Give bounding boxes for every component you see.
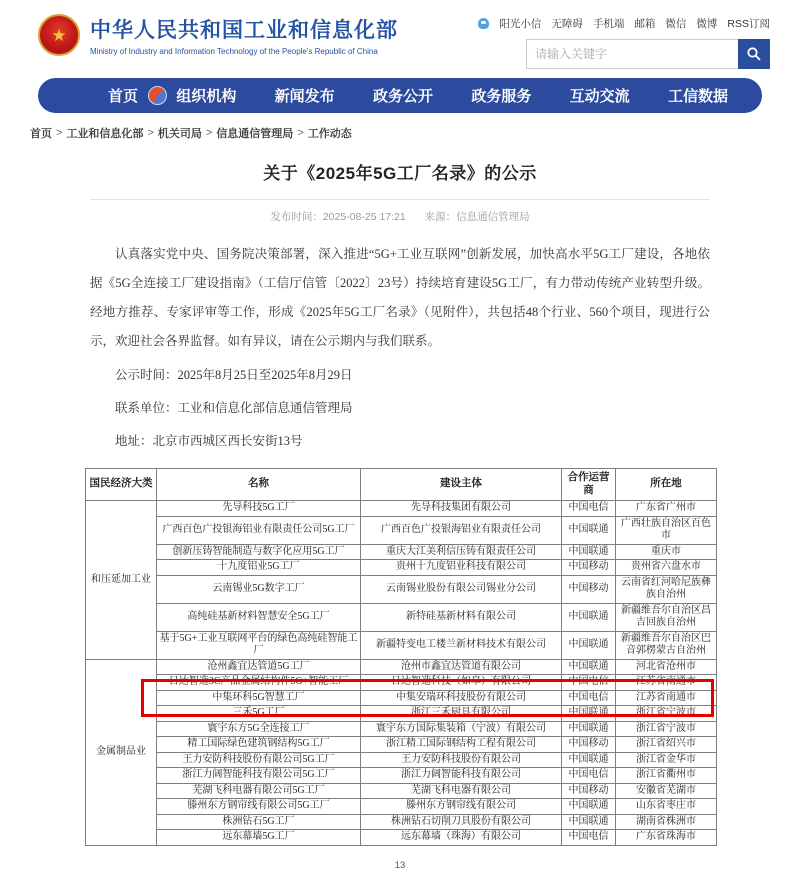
operator-cell: 中国移动 bbox=[562, 783, 616, 799]
factory-name-cell: 沧州鑫宜达管道5G工厂 bbox=[157, 659, 361, 675]
table-row bbox=[86, 603, 717, 631]
search-icon bbox=[746, 46, 762, 62]
operator-cell: 中国联通 bbox=[562, 516, 616, 544]
factory-name-cell: 十九度铝业5G工厂 bbox=[157, 560, 361, 576]
factory-name-cell: 寰宇东方5G全连接工厂 bbox=[157, 721, 361, 737]
column-header-国民经济大类: 国民经济大类 bbox=[86, 469, 157, 501]
breadcrumb-separator: > bbox=[56, 127, 63, 139]
factory-name-cell: 先导科技5G工厂 bbox=[157, 501, 361, 517]
article-source: 来源：信息通信管理局 bbox=[424, 211, 530, 223]
publish-time: 发布时间：2025-08-25 17:21 bbox=[270, 211, 406, 223]
contact-address: 地址：北京市西城区西长安街13号 bbox=[115, 434, 303, 448]
builder-cell: 芜湖飞科电器有限公司 bbox=[361, 783, 562, 799]
factory-name-cell: 基于5G+工业互联网平台的绿色高纯硅智能工厂 bbox=[157, 631, 361, 659]
table-row bbox=[86, 516, 717, 544]
miit-logo-icon[interactable] bbox=[148, 86, 167, 105]
factory-name-cell: 株洲钻石5G工厂 bbox=[157, 814, 361, 830]
search-button[interactable] bbox=[738, 39, 770, 69]
builder-cell: 新疆特变电工楼兰新材料技术有限公司 bbox=[361, 631, 562, 659]
breadcrumb-item-工业和信息化部[interactable]: 工业和信息化部 bbox=[66, 128, 144, 140]
builder-cell: 新特硅基新材料有限公司 bbox=[361, 603, 562, 631]
utility-link-阳光小信[interactable]: 阳光小信 bbox=[499, 18, 542, 30]
factory-name-cell: 芜湖飞科电器有限公司5G工厂 bbox=[157, 783, 361, 799]
site-subtitle: Ministry of Industry and Information Technology of the People's Republic of China bbox=[90, 47, 378, 56]
breadcrumb-separator: > bbox=[205, 127, 213, 139]
operator-cell: 中国移动 bbox=[562, 737, 616, 753]
operator-cell: 中国联通 bbox=[562, 799, 616, 815]
builder-cell: 滕州东方钢帘线有限公司 bbox=[361, 799, 562, 815]
article bbox=[55, 159, 745, 455]
factory-name-cell: 中集环科5G智慧工厂 bbox=[157, 690, 361, 706]
operator-cell: 中国联通 bbox=[562, 544, 616, 560]
builder-cell: 先导科技集团有限公司 bbox=[361, 501, 562, 517]
builder-cell: 中集安瑞环科技股份有限公司 bbox=[361, 690, 562, 706]
breadcrumb-separator: > bbox=[297, 127, 304, 139]
factory-table bbox=[85, 468, 717, 846]
nav-item-互动交流[interactable]: 互动交流 bbox=[569, 88, 630, 105]
location-cell: 新疆维吾尔自治区巴音郭楞蒙古自治州 bbox=[616, 631, 717, 659]
column-header-建设主体: 建设主体 bbox=[361, 469, 562, 501]
table-row bbox=[86, 659, 717, 675]
location-cell: 广东省珠海市 bbox=[616, 830, 717, 846]
location-cell: 广东省广州市 bbox=[616, 501, 717, 517]
search-bar bbox=[526, 39, 770, 69]
main-nav bbox=[38, 78, 762, 113]
table-row bbox=[86, 631, 717, 659]
public-notice-period: 公示时间：2025年8月25日至2025年8月29日 bbox=[115, 368, 353, 382]
location-cell: 新疆维吾尔自治区昌吉回族自治州 bbox=[616, 603, 717, 631]
location-cell: 江苏省南通市 bbox=[616, 675, 717, 691]
utility-link-无障碍[interactable]: 无障碍 bbox=[551, 18, 583, 30]
contact-unit: 联系单位：工业和信息化部信息通信管理局 bbox=[115, 401, 353, 415]
title-divider bbox=[90, 199, 710, 200]
table-row bbox=[86, 560, 717, 576]
location-cell: 浙江省宁波市 bbox=[616, 721, 717, 737]
location-cell: 浙江省宁波市 bbox=[616, 706, 717, 722]
utility-links bbox=[478, 16, 770, 31]
operator-cell: 中国联通 bbox=[562, 631, 616, 659]
utility-link-RSS订阅[interactable]: RSS订阅 bbox=[727, 18, 770, 30]
table-row bbox=[86, 752, 717, 768]
location-cell: 浙江省绍兴市 bbox=[616, 737, 717, 753]
factory-name-cell: 浙江力阔智能科技有限公司5G工厂 bbox=[157, 768, 361, 784]
table-row bbox=[86, 768, 717, 784]
location-cell: 重庆市 bbox=[616, 544, 717, 560]
builder-cell: 沧州市鑫宜达管道有限公司 bbox=[361, 659, 562, 675]
breadcrumb bbox=[30, 125, 800, 141]
table-row bbox=[86, 575, 717, 603]
nav-item-政务服务[interactable]: 政务服务 bbox=[471, 88, 532, 105]
utility-link-邮箱[interactable]: 邮箱 bbox=[634, 18, 656, 30]
table-header-row bbox=[86, 469, 717, 501]
location-cell: 湖南省株洲市 bbox=[616, 814, 717, 830]
operator-cell: 中国联通 bbox=[562, 603, 616, 631]
breadcrumb-item-机关司局[interactable]: 机关司局 bbox=[157, 128, 202, 140]
table-row bbox=[86, 799, 717, 815]
operator-cell: 中国电信 bbox=[562, 675, 616, 691]
table-row bbox=[86, 721, 717, 737]
builder-cell: 浙江精工国际钢结构工程有限公司 bbox=[361, 737, 562, 753]
operator-cell: 中国联通 bbox=[562, 706, 616, 722]
search-input[interactable] bbox=[526, 39, 738, 69]
builder-cell: 贵州十九度铝业科技有限公司 bbox=[361, 560, 562, 576]
factory-name-cell: 广西百色广投银海铝业有限责任公司5G工厂 bbox=[157, 516, 361, 544]
nav-item-政务公开[interactable]: 政务公开 bbox=[372, 88, 433, 105]
table-row bbox=[86, 830, 717, 846]
location-cell: 江苏省南通市 bbox=[616, 690, 717, 706]
operator-cell: 中国电信 bbox=[562, 768, 616, 784]
operator-cell: 中国联通 bbox=[562, 659, 616, 675]
location-cell: 贵州省六盘水市 bbox=[616, 560, 717, 576]
builder-cell: 日达智造科技（如皋）有限公司 bbox=[361, 675, 562, 691]
location-cell: 河北省沧州市 bbox=[616, 659, 717, 675]
location-cell: 安徽省芜湖市 bbox=[616, 783, 717, 799]
operator-cell: 中国联通 bbox=[562, 814, 616, 830]
column-header-所在地: 所在地 bbox=[616, 469, 717, 501]
factory-name-cell: 三禾5G工厂 bbox=[157, 706, 361, 722]
column-header-名称: 名称 bbox=[157, 469, 361, 501]
table-wrapper bbox=[85, 468, 717, 846]
table-row bbox=[86, 737, 717, 753]
location-cell: 广西壮族自治区百色市 bbox=[616, 516, 717, 544]
factory-name-cell: 创新压铸智能制造与数字化应用5G工厂 bbox=[157, 544, 361, 560]
builder-cell: 远东幕墙（珠海）有限公司 bbox=[361, 830, 562, 846]
breadcrumb-item-工作动态[interactable]: 工作动态 bbox=[307, 128, 352, 140]
builder-cell: 广西百色广投银海铝业有限责任公司 bbox=[361, 516, 562, 544]
nav-item-新闻发布[interactable]: 新闻发布 bbox=[274, 88, 335, 105]
factory-name-cell: 远东幕墙5G工厂 bbox=[157, 830, 361, 846]
table-row bbox=[86, 544, 717, 560]
operator-cell: 中国联通 bbox=[562, 721, 616, 737]
location-cell: 浙江省金华市 bbox=[616, 752, 717, 768]
nav-item-首页[interactable]: 首页 bbox=[108, 88, 139, 105]
builder-cell: 寰宇东方国际集装箱（宁波）有限公司 bbox=[361, 721, 562, 737]
factory-name-cell: 滕州东方钢帘线有限公司5G工厂 bbox=[157, 799, 361, 815]
table-row bbox=[86, 501, 717, 517]
operator-cell: 中国联通 bbox=[562, 752, 616, 768]
factory-name-cell: 王力安防科技股份有限公司5G工厂 bbox=[157, 752, 361, 768]
table-row bbox=[86, 783, 717, 799]
operator-cell: 中国电信 bbox=[562, 830, 616, 846]
table-row bbox=[86, 675, 717, 691]
category-cell: 金属制品业 bbox=[86, 659, 157, 845]
builder-cell: 株洲钻石切削刀具股份有限公司 bbox=[361, 814, 562, 830]
page-number: 13 bbox=[394, 859, 406, 871]
category-cell: 和压延加工业 bbox=[86, 501, 157, 660]
builder-cell: 重庆大江美利信压铸有限责任公司 bbox=[361, 544, 562, 560]
breadcrumb-item-信息通信管理局[interactable]: 信息通信管理局 bbox=[216, 128, 294, 140]
page-title: 关于《2025年5G工厂名录》的公示 bbox=[263, 164, 537, 183]
operator-cell: 中国移动 bbox=[562, 575, 616, 603]
site-title: 中华人民共和国工业和信息化部 bbox=[90, 19, 398, 42]
builder-cell: 浙江力阔智能科技有限公司 bbox=[361, 768, 562, 784]
factory-name-cell: 高纯硅基新材料智慧安全5G工厂 bbox=[157, 603, 361, 631]
location-cell: 云南省红河哈尼族彝族自治州 bbox=[616, 575, 717, 603]
nav-item-工信数据[interactable]: 工信数据 bbox=[667, 88, 728, 105]
location-cell: 浙江省衢州市 bbox=[616, 768, 717, 784]
table-body bbox=[86, 501, 717, 846]
operator-cell: 中国电信 bbox=[562, 690, 616, 706]
site-header bbox=[0, 0, 800, 74]
factory-name-cell: 精工国际绿色建筑钢结构5G工厂 bbox=[157, 737, 361, 753]
utility-link-手机端[interactable]: 手机端 bbox=[592, 18, 625, 30]
location-cell: 山东省枣庄市 bbox=[616, 799, 717, 815]
breadcrumb-separator: > bbox=[147, 127, 154, 139]
builder-cell: 云南锡业股份有限公司锡业分公司 bbox=[361, 575, 562, 603]
site-brand bbox=[38, 14, 398, 56]
factory-name-cell: 云南锡业5G数字工厂 bbox=[157, 575, 361, 603]
national-emblem-icon: ★ bbox=[38, 14, 80, 56]
table-row bbox=[86, 814, 717, 830]
utility-link-微博[interactable]: 微博 bbox=[696, 18, 718, 30]
table-row bbox=[86, 690, 717, 706]
builder-cell: 浙江三禾厨具有限公司 bbox=[361, 706, 562, 722]
breadcrumb-item-首页[interactable]: 首页 bbox=[30, 128, 52, 140]
builder-cell: 王力安防科技股份有限公司 bbox=[361, 752, 562, 768]
factory-name-cell: 日达智造3C产品金属结构件5G+智能工厂 bbox=[157, 675, 361, 691]
operator-cell: 中国移动 bbox=[562, 560, 616, 576]
column-header-合作运营商: 合作运营商 bbox=[562, 469, 616, 501]
operator-cell: 中国电信 bbox=[562, 501, 616, 517]
table-row bbox=[86, 706, 717, 722]
article-body: 认真落实党中央、国务院决策部署，深入推进“5G+工业互联网”创新发展，加快高水平5G工厂建设，各地依据《5G全连接工厂建设指南》（工信厅信管〔2022〕23号）持续培育建设5G工厂，有力带动传统产业转型升级。经地方推荐、专家评审等工作，形成《2025年5G工厂名录》（见附件），共包括48个行业、560个项目，现进行公示，欢迎社会各界监督。如有异议，请在公示期内与我们联系。 bbox=[90, 247, 710, 348]
nav-item-组织机构[interactable]: 组织机构 bbox=[176, 88, 237, 105]
utility-link-微信[interactable]: 微信 bbox=[665, 18, 687, 30]
article-meta bbox=[55, 209, 745, 224]
sunshine-assistant-icon bbox=[478, 18, 489, 29]
